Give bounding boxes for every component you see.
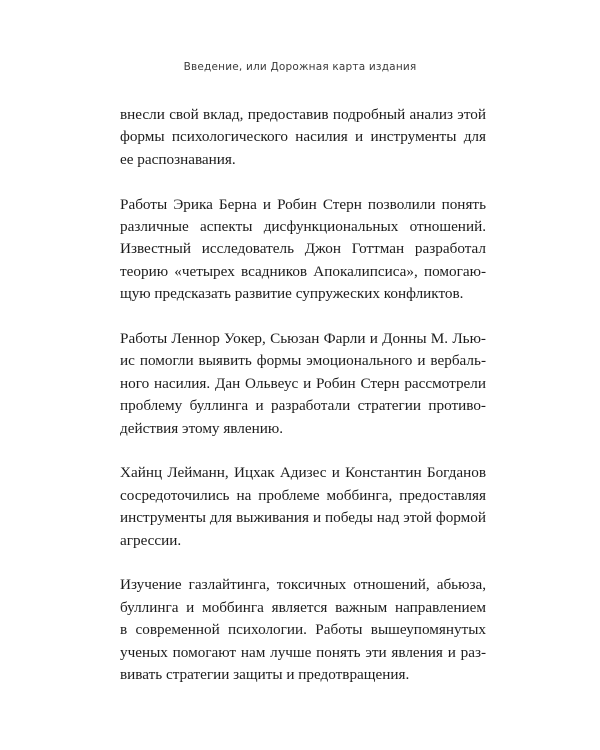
paragraph — [120, 104, 486, 171]
paragraph — [120, 328, 486, 440]
text-line: действия этому явлению. — [120, 419, 283, 437]
text-line: ученых помогают нам лучше понять эти явления и раз- — [120, 643, 486, 661]
text-line: щую предсказать развитие супружеских конфликтов. — [120, 285, 464, 303]
paragraph — [120, 194, 486, 306]
text-line: ис помогли выявить формы эмоционального и вербаль- — [120, 352, 486, 370]
text-line: Известный исследователь Джон Готтман разработал — [120, 240, 486, 258]
text-line: ного насилия. Дан Ольвеус и Робин Стерн рассмотрели — [120, 374, 486, 392]
paragraph — [120, 574, 486, 686]
text-line: проблему буллинга и разработали стратегии противо- — [120, 397, 486, 415]
text-line: сосредоточились на проблеме моббинга, предоставляя — [120, 486, 486, 504]
body-text — [120, 104, 486, 709]
text-line: буллинга и моббинга является важным направлением — [120, 598, 486, 616]
text-line: теорию «четырех всадников Апокалипсиса», помогаю- — [120, 262, 486, 280]
text-line: различные аспекты дисфункциональных отношений. — [120, 218, 486, 236]
text-line: внесли свой вклад, предоставив подробный анализ этой — [120, 106, 486, 123]
text-line: Хайнц Лейманн, Ицхак Адизес и Константин Богданов — [120, 464, 486, 482]
text-line: Работы Леннор Уокер, Сьюзан Фарли и Донны М. Лью- — [120, 330, 486, 348]
text-line: Работы Эрика Берна и Робин Стерн позволили понять — [120, 195, 486, 213]
text-line: формы психологического насилия и инструменты для — [120, 128, 486, 146]
text-line: в современной психологии. Работы вышеупомянутых — [120, 621, 486, 639]
text-line: агрессии. — [120, 531, 182, 549]
text-line: Изучение газлайтинга, токсичных отношений, абьюза, — [120, 576, 486, 594]
text-line: вивать стратегии защиты и предотвращения. — [120, 666, 410, 684]
running-header: Введение, или Дорожная карта издания — [183, 61, 417, 73]
text-line: ее распознавания. — [120, 150, 236, 168]
paragraph — [120, 462, 486, 552]
text-line: инструменты для выживания и победы над этой формой — [120, 509, 486, 527]
